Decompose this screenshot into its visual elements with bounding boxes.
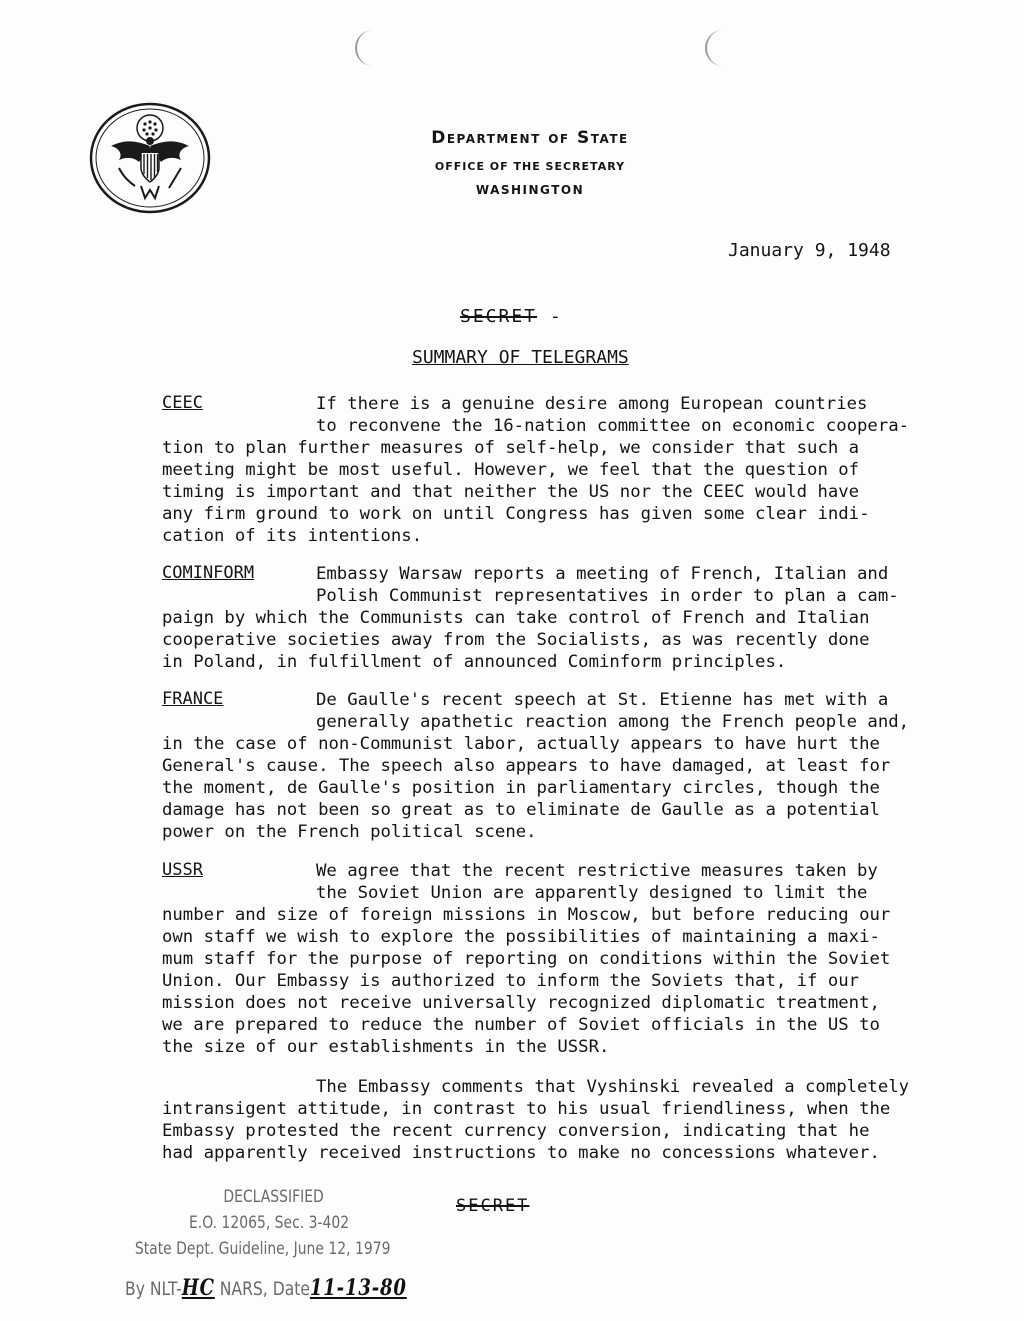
text-line: paign by which the Communists can take control of French and Italian (162, 608, 870, 628)
document-title: SUMMARY OF TELEGRAMS (412, 347, 629, 368)
text-line: Embassy protested the recent currency conversion, indicating that he (162, 1121, 870, 1141)
nars-label: NARS, Date (219, 1278, 310, 1300)
text-line: Polish Communist representatives in order to plan a cam- (316, 586, 899, 606)
text-line: generally apathetic reaction among the French people and, (316, 712, 910, 732)
text-line: the size of our establishments in the USSR. (162, 1037, 610, 1057)
text-line: mission does not receive universally recognized diplomatic treatment, (162, 993, 880, 1013)
declassification-date: 11-13-80 (309, 1275, 407, 1301)
text-line: meeting might be most useful. However, we feel that the question of (162, 460, 860, 480)
text-line: in the case of non-Communist labor, actually appears to have hurt the (162, 734, 880, 754)
text-line: own staff we wish to explore the possibilities of maintaining a maxi- (162, 927, 880, 947)
letterhead-city: WASHINGTON (475, 183, 585, 197)
text-line: mum staff for the purpose of reporting on conditions within the Soviet (162, 949, 891, 969)
text-line: damage has not been so great as to eliminate de Gaulle as a potential (162, 800, 880, 820)
text-line: power on the French political scene. (162, 822, 537, 842)
classification-top: SECRET - (460, 306, 563, 327)
document-date: January 9, 1948 (728, 240, 891, 261)
text-line: timing is important and that neither the US nor the CEEC would have (162, 482, 860, 502)
section-heading: USSR (162, 860, 203, 880)
text-line: Embassy Warsaw reports a meeting of French, Italian and (316, 564, 889, 584)
text-line: had apparently received instructions to make no concessions whatever. (162, 1143, 880, 1163)
text-line: we are prepared to reduce the number of Soviet officials in the US to (162, 1015, 880, 1035)
text-line: De Gaulle's recent speech at St. Etienne has met with a (316, 690, 889, 710)
authorization-line (125, 1275, 407, 1301)
text-line: in Poland, in fulfillment of announced Cominform principles. (162, 652, 787, 672)
text-line: The Embassy comments that Vyshinski revealed a completely (316, 1077, 910, 1097)
text-line: tion to plan further measures of self-help, we consider that such a (162, 438, 860, 458)
by-label: By NLT- (125, 1278, 182, 1300)
department-name: Department of State (431, 128, 629, 148)
binder-hole-mark (705, 30, 725, 66)
classification-bottom (456, 1196, 529, 1216)
section-heading: COMINFORM (162, 563, 255, 583)
letterhead-department (330, 128, 730, 148)
executive-order: E.O. 12065, Sec. 3-402 (188, 1213, 350, 1233)
letterhead-office: OFFICE OF THE SECRETARY (434, 160, 626, 173)
text-line: If there is a genuine desire among European countries (316, 394, 868, 414)
text-line: General's cause. The speech also appears to have damaged, at least for (162, 756, 891, 776)
by-initials: HC (181, 1275, 215, 1301)
classification-bottom-text: SECRET (456, 1196, 530, 1216)
great-seal-icon (89, 102, 211, 214)
guideline-reference: State Dept. Guideline, June 12, 1979 (134, 1239, 391, 1259)
declassified-label: DECLASSIFIED (223, 1187, 324, 1207)
text-line: number and size of foreign missions in Moscow, but before reducing our (162, 905, 891, 925)
section-heading: CEEC (162, 393, 203, 413)
section-heading: FRANCE (162, 689, 224, 709)
text-line: to reconvene the 16-nation committee on economic coopera- (316, 416, 910, 436)
text-line: Union. Our Embassy is authorized to inform the Soviets that, if our (162, 971, 860, 991)
binder-hole-mark (355, 30, 375, 66)
text-line: cooperative societies away from the Socialists, as was recently done (162, 630, 870, 650)
text-line: the Soviet Union are apparently designed to limit the (316, 883, 868, 903)
text-line: intransigent attitude, in contrast to his usual friendliness, when the (162, 1099, 891, 1119)
text-line: the moment, de Gaulle's position in parliamentary circles, though the (162, 778, 880, 798)
text-line: cation of its intentions. (162, 526, 423, 546)
classification-top-text: SECRET (460, 306, 538, 327)
text-line: We agree that the recent restrictive measures taken by (316, 861, 878, 881)
text-line: any firm ground to work on until Congress has given some clear indi- (162, 504, 870, 524)
